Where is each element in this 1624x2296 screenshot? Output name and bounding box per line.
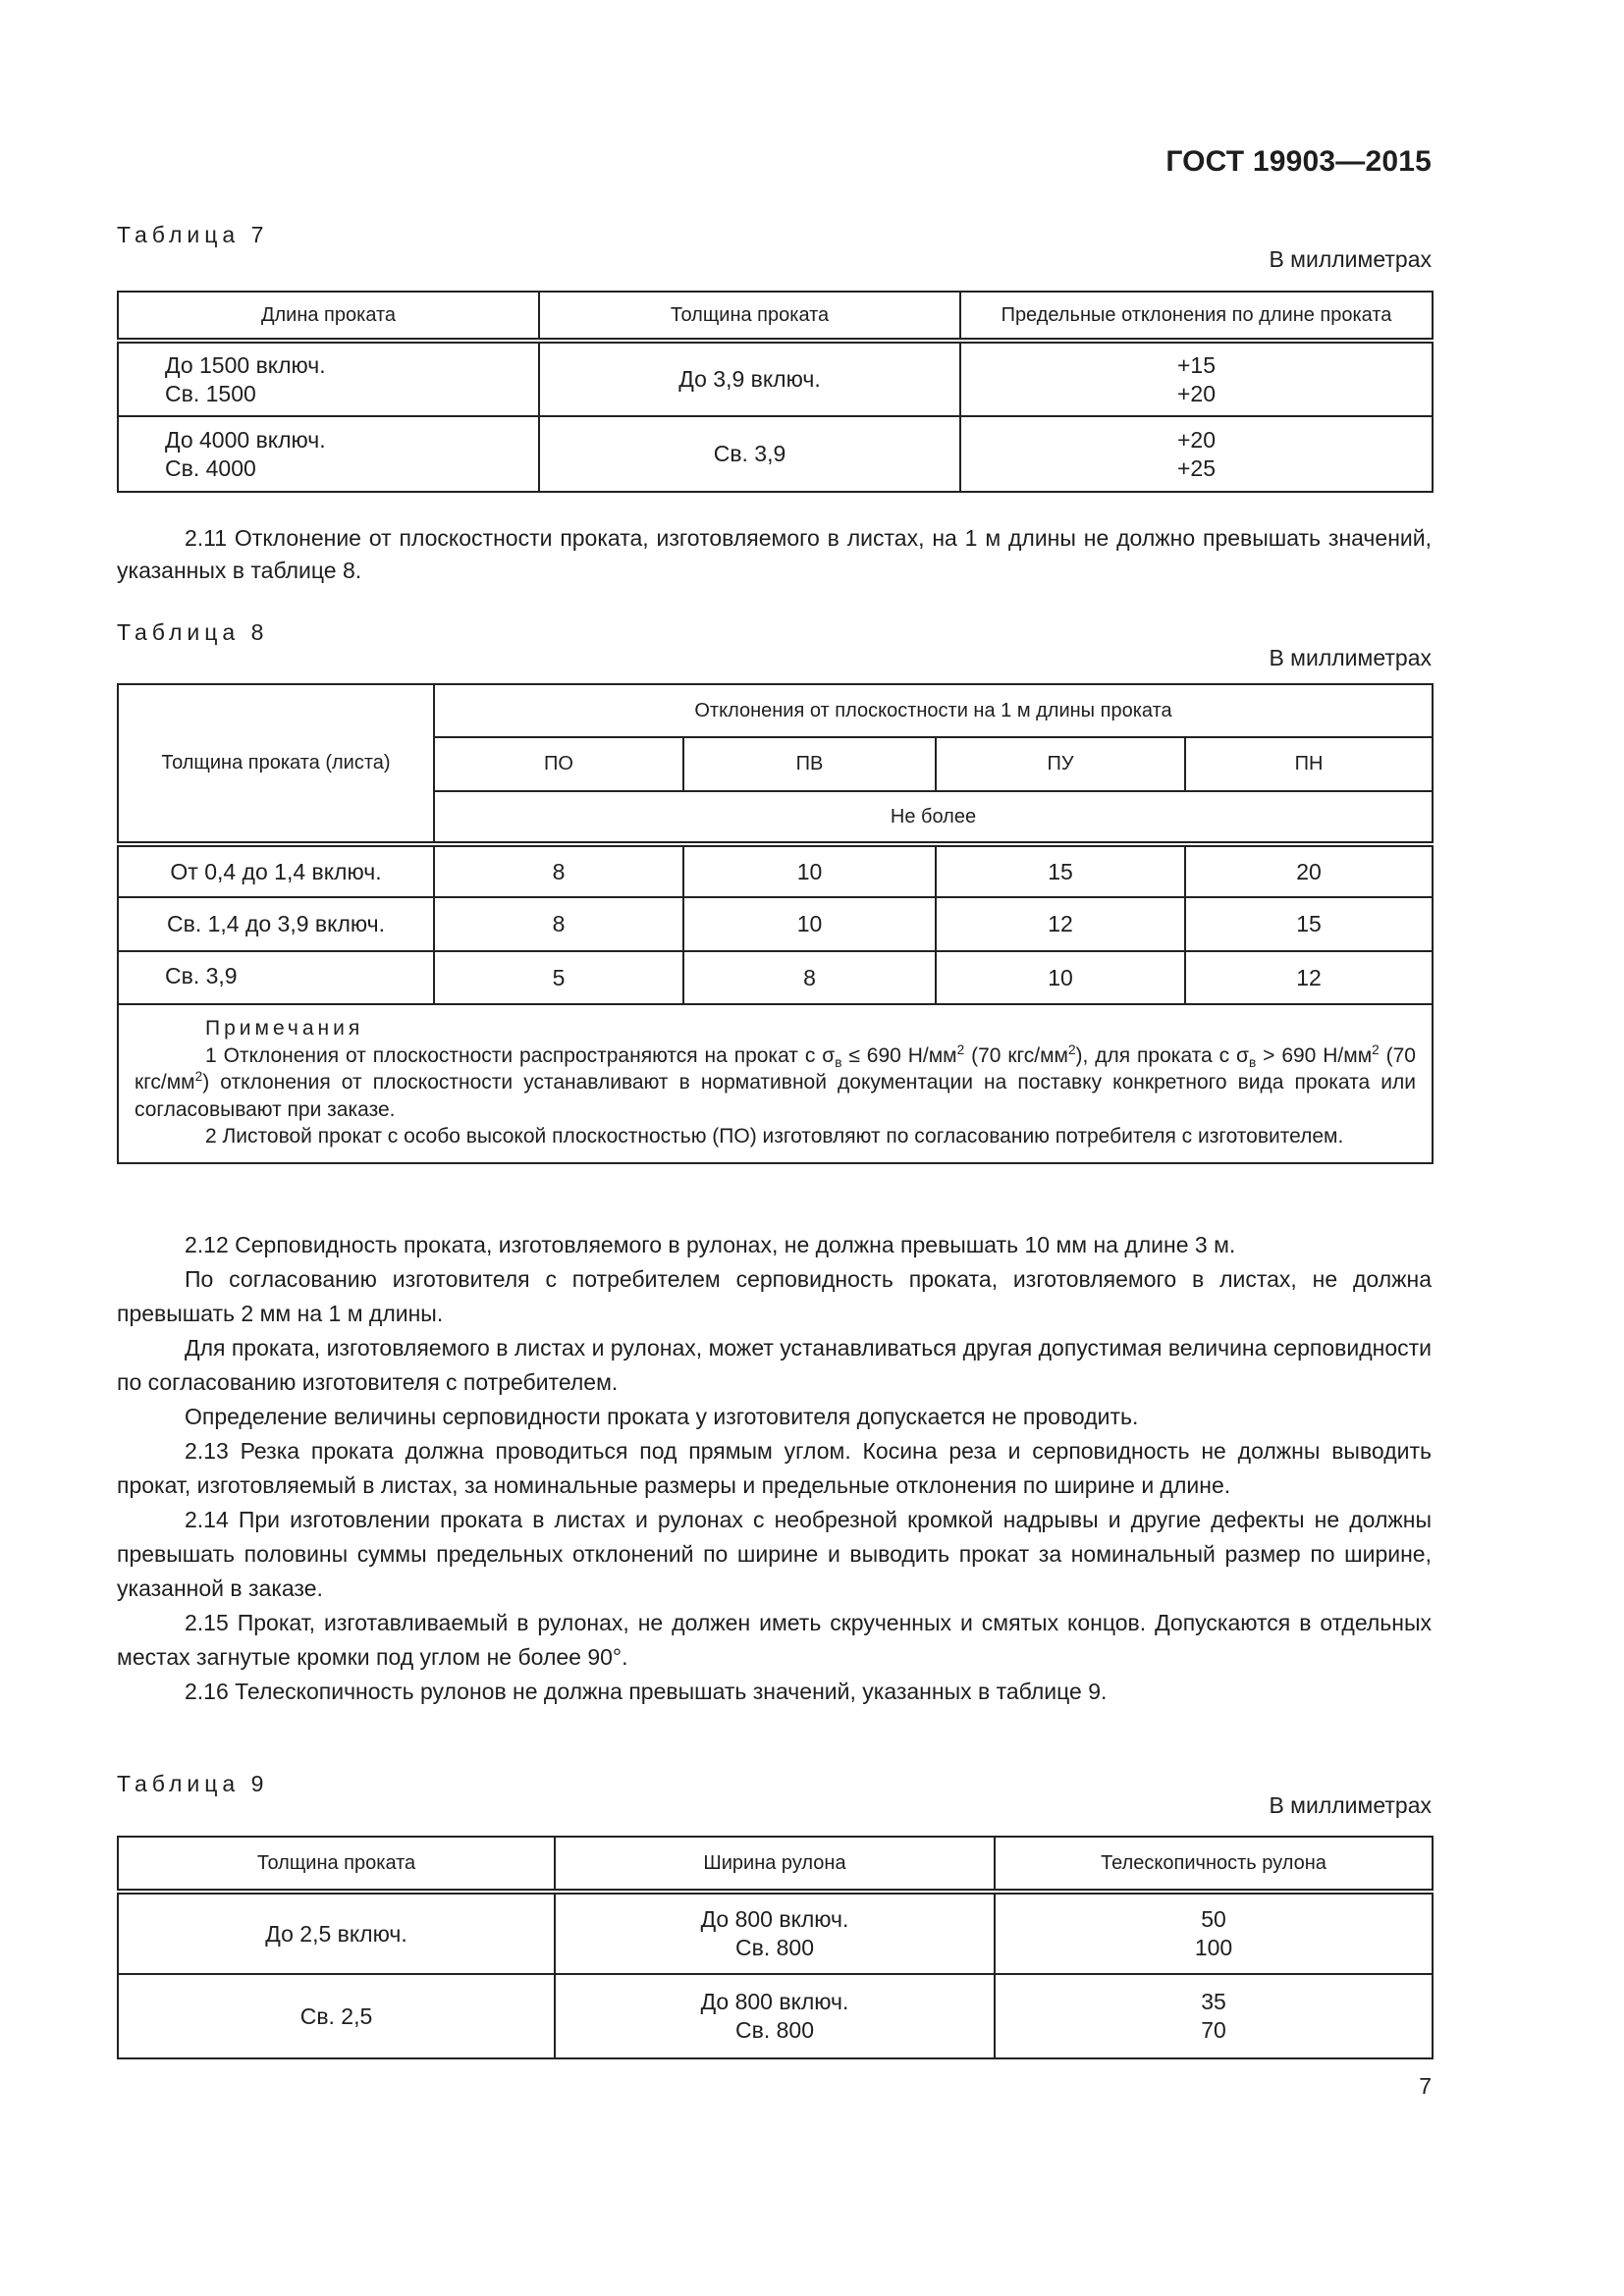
paragraph-2-16: 2.16 Телескопичность рулонов не должна превышать значений, указанных в таблице 9.	[185, 1679, 1108, 1704]
table9-cell-telescopicity: 35 70	[995, 1974, 1433, 2058]
table8-group-header: Отклонения от плоскостности на 1 м длины проката	[434, 684, 1433, 737]
table8-cell-value: 12	[936, 897, 1185, 951]
table8-class-pu: ПУ	[936, 737, 1185, 791]
paragraph-2-13: 2.13 Резка проката должна проводиться под прямым углом. Косина реза и серповидность не должны выводить прокат, изготовляемый в листах, за номинальные размеры и предельные отклонения по ширине и длине.	[117, 1438, 1432, 1498]
table7-col-length: Длина проката	[118, 292, 539, 341]
notes-heading: Примечания	[205, 1017, 364, 1040]
paragraph-2-12: 2.12 Серповидность проката, изготовляемого в рулонах, не должна превышать 10 мм на длине 3 м.	[185, 1232, 1236, 1257]
table7-cell-thickness: До 3,9 включ.	[539, 341, 960, 416]
table-row	[118, 844, 1433, 897]
table8-cell-value: 8	[683, 951, 936, 1004]
table9-col-telescopicity: Телескопичность рулона	[995, 1837, 1433, 1892]
page-number: 7	[1419, 2073, 1432, 2099]
paragraph-2-12-c: Для проката, изготовляемого в листах и рулонах, может устанавливаться другая допустимая величина серповидности по согласованию изготовителя с потребителем.	[117, 1335, 1433, 1395]
table-row	[118, 1974, 1433, 2058]
table8-row-header: Толщина проката (листа)	[118, 684, 434, 844]
table8-cell-thickness: Св. 1,4 до 3,9 включ.	[118, 897, 434, 951]
table7-title: Таблица 7	[117, 222, 269, 247]
table8-class-pv: ПВ	[683, 737, 936, 791]
table8-class-po: ПО	[434, 737, 683, 791]
table8-units: В миллиметрах	[1269, 645, 1432, 670]
table8-cell-value: 12	[1185, 951, 1433, 1004]
table7-cell-length: До 4000 включ. Св. 4000	[118, 416, 539, 492]
table8	[117, 683, 1434, 1164]
table8-cell-value: 8	[434, 844, 683, 897]
table7-cell-length: До 1500 включ. Св. 1500	[118, 341, 539, 416]
table9-cell-thickness: Св. 2,5	[118, 1974, 555, 2058]
table8-cell-value: 10	[936, 951, 1185, 1004]
note-1: 1 Отклонения от плоскостности распространяются на прокат с $\sigma_в \le 690$ $Н/мм^2$ (70 кгс/$мм^2$), для проката с $\sigma_в > 690$ $Н/мм^2$ (70 кгс/$мм^2$) отклонения от плоскостности устанавливают в нормативной документации на поставку конкретного вида проката или согласовывают при заказе.	[135, 1041, 1416, 1121]
table8-cell-value: 20	[1185, 844, 1433, 897]
table9-cell-width: До 800 включ. Св. 800	[555, 1974, 995, 2058]
table9-title: Таблица 9	[117, 1771, 269, 1796]
table8-cell-value: 10	[683, 844, 936, 897]
table-row	[118, 897, 1433, 951]
table8-limit-label: Не более	[434, 791, 1433, 844]
table8-cell-value: 10	[683, 897, 936, 951]
table9-col-width: Ширина рулона	[555, 1837, 995, 1892]
table8-notes	[118, 1004, 1433, 1163]
paragraph-2-15: 2.15 Прокат, изготавливаемый в рулонах, не должен иметь скрученных и смятых концов. Допускаются в отдельных местах загнутые кромки под углом не более 90°.	[117, 1610, 1432, 1670]
paragraph-2-12-b: По согласованию изготовителя с потребителем серповидность проката, изготовляемого в листах, не должна превышать 2 мм на 1 м длины.	[117, 1266, 1432, 1326]
note-2: 2 Листовой прокат с особо высокой плоскостностью (ПО) изготовляют по согласованию потребителя с изготовителем.	[205, 1125, 1344, 1148]
table-row	[118, 416, 1433, 492]
table-row	[118, 951, 1433, 1004]
table8-title: Таблица 8	[117, 619, 269, 645]
table7	[117, 291, 1434, 493]
table9	[117, 1836, 1434, 2059]
table8-cell-value: 8	[434, 897, 683, 951]
table9-col-thickness: Толщина проката	[118, 1837, 555, 1892]
table8-cell-value: 15	[1185, 897, 1433, 951]
table7-cell-deviation: +15 +20	[960, 341, 1433, 416]
table7-col-thickness: Толщина проката	[539, 292, 960, 341]
paragraph-2-14: 2.14 При изготовлении проката в листах и рулонах с необрезной кромкой надрывы и другие дефекты не должны превышать половины суммы предельных отклонений по ширине и выводить прокат за номинальный размер по ширине, указанной в заказе.	[117, 1507, 1432, 1601]
table9-cell-telescopicity: 50 100	[995, 1892, 1433, 1974]
table7-col-deviation: Предельные отклонения по длине проката	[960, 292, 1433, 341]
table-row	[118, 341, 1433, 416]
table8-cell-thickness: Св. 3,9	[118, 951, 434, 1004]
table-row	[118, 1892, 1433, 1974]
paragraph-2-11: 2.11 Отклонение от плоскостности проката, изготовляемого в листах, на 1 м длины не должно превышать значений, указанных в таблице 8.	[117, 525, 1432, 583]
table7-cell-thickness: Св. 3,9	[539, 416, 960, 492]
table9-cell-width: До 800 включ. Св. 800	[555, 1892, 995, 1974]
table7-cell-deviation: +20 +25	[960, 416, 1433, 492]
table8-cell-thickness: От 0,4 до 1,4 включ.	[118, 844, 434, 897]
table8-notes-row	[118, 1004, 1433, 1163]
table7-units: В миллиметрах	[1269, 246, 1432, 272]
document-code: ГОСТ 19903—2015	[1165, 145, 1432, 178]
table9-units: В миллиметрах	[1269, 1792, 1432, 1818]
paragraph-2-12-d: Определение величины серповидности проката у изготовителя допускается не проводить.	[185, 1404, 1139, 1429]
table8-cell-value: 15	[936, 844, 1185, 897]
table9-cell-thickness: До 2,5 включ.	[118, 1892, 555, 1974]
body-text	[117, 1228, 1432, 1709]
table8-class-pn: ПН	[1185, 737, 1433, 791]
table8-cell-value: 5	[434, 951, 683, 1004]
